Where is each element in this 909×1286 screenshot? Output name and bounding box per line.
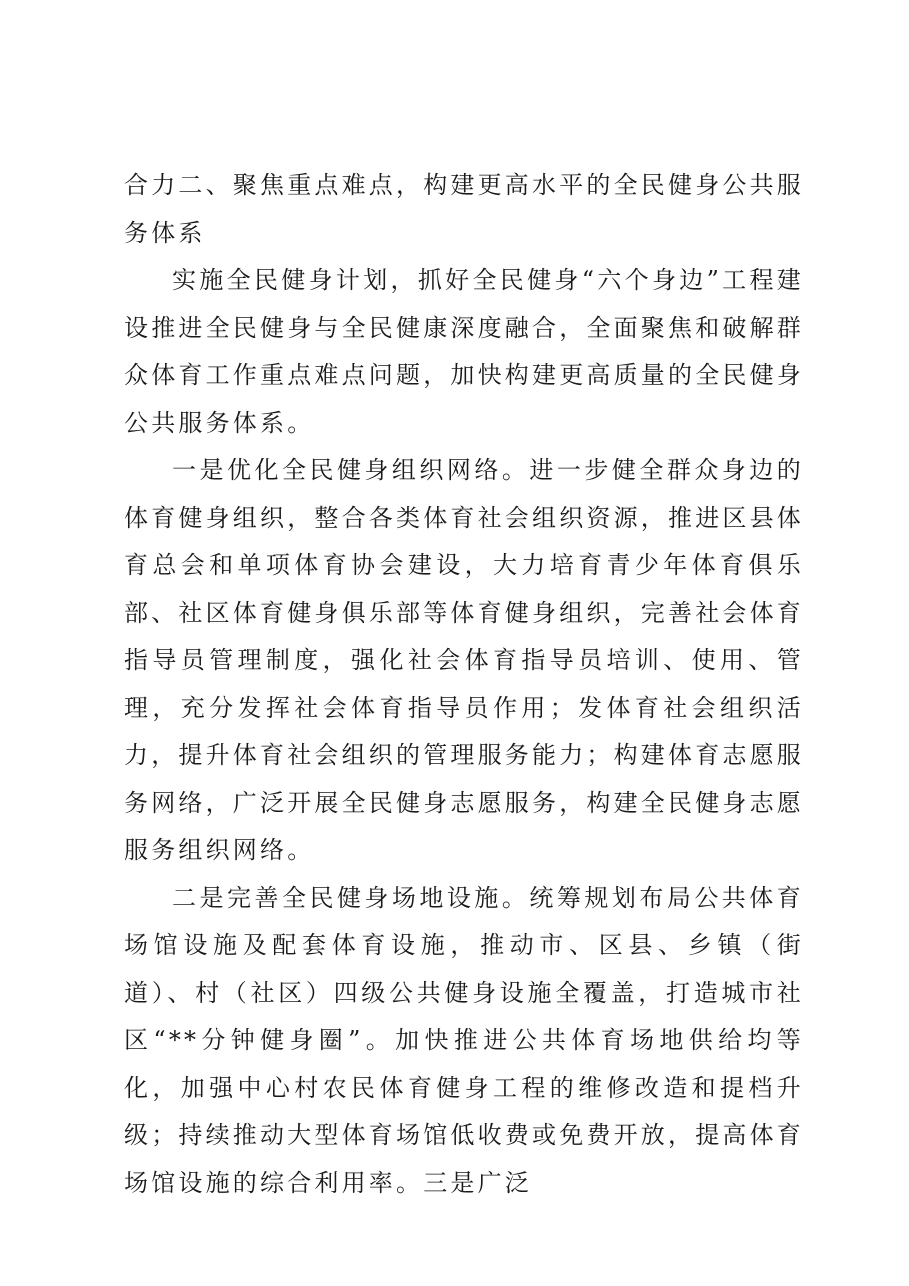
document-body — [124, 162, 804, 1207]
section-heading-paragraph: 合力二、聚焦重点难点，构建更高水平的全民健身公共服务体系 — [124, 171, 804, 247]
facilities-paragraph: 二是完善全民健身场地设施。统筹规划布局公共体育场馆设施及配套体育设施，推动市、区县、乡镇（街道）、村（社区）四级公共健身设施全覆盖，打造城市社区“**分钟健身圈”。加快推进公共体育场地供给均等化，加强中心村农民体育健身工程的维修改造和提档升级；持续推动大型体育场馆低收费或免费开放，提高体育场馆设施的综合利用率。三是广泛 — [124, 883, 804, 1197]
intro-paragraph: 实施全民健身计划，抓好全民健身“六个身边”工程建设推进全民健身与全民健康深度融合，全面聚焦和破解群众体育工作重点难点问题，加快构建更高质量的全民健身公共服务体系。 — [124, 266, 804, 437]
organization-network-paragraph: 一是优化全民健身组织网络。进一步健全群众身边的体育健身组织，整合各类体育社会组织资源，推进区县体育总会和单项体育协会建设，大力培育青少年体育俱乐部、社区体育健身俱乐部等体育健身组织，完善社会体育指导员管理制度，强化社会体育指导员培训、使用、管理，充分发挥社会体育指导员作用；发体育社会组织活力，提升体育社会组织的管理服务能力；构建体育志愿服务网络，广泛开展全民健身志愿服务，构建全民健身志愿服务组织网络。 — [124, 456, 804, 864]
